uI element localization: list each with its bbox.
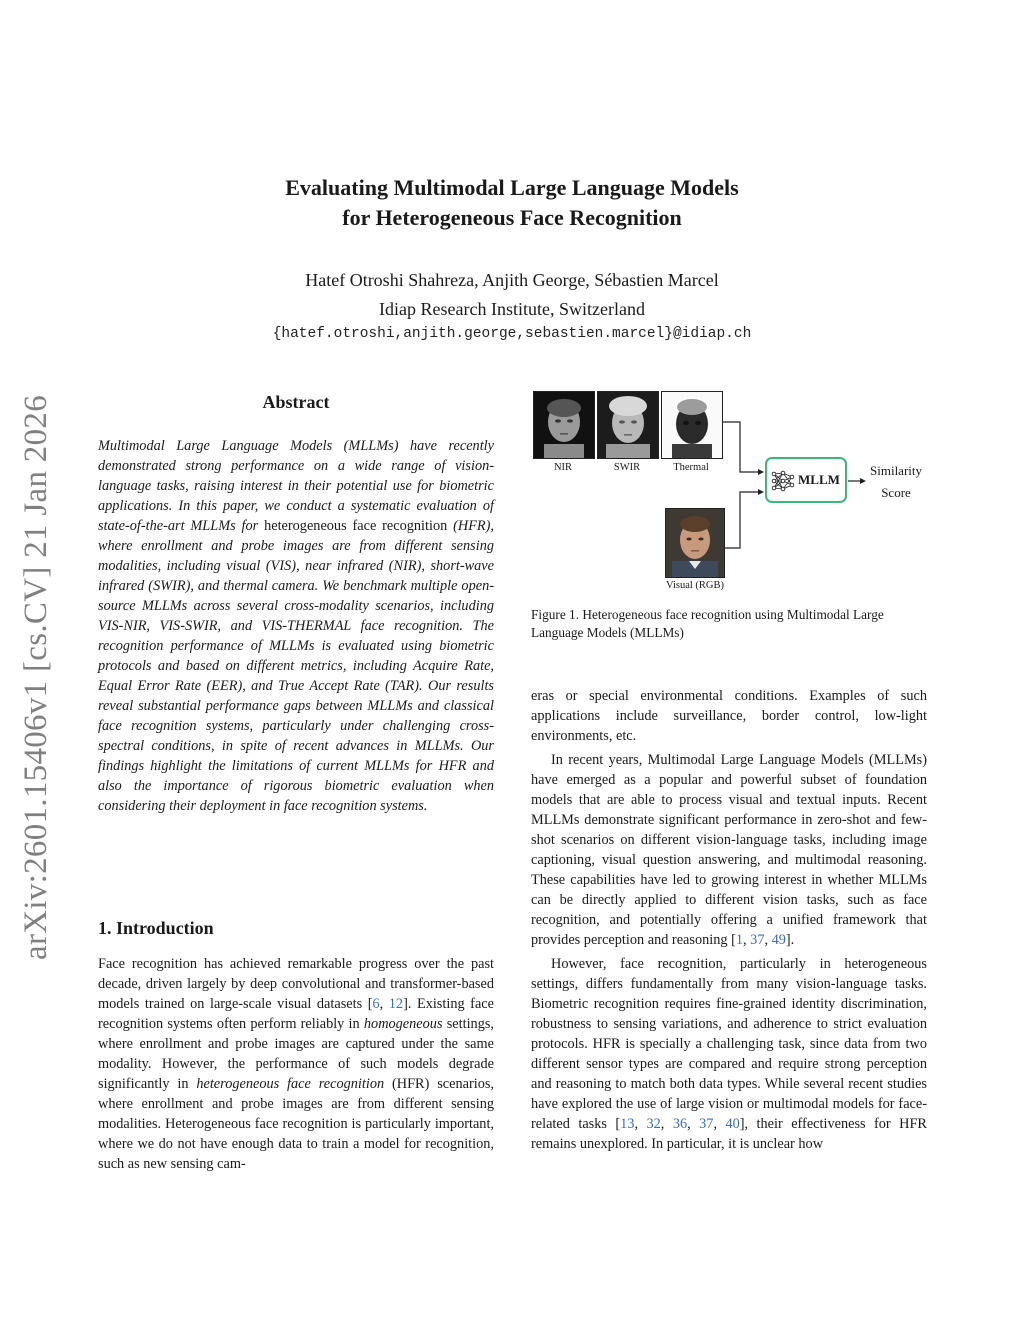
abstract-text [98,436,494,816]
citation-link[interactable]: 12 [388,996,404,1012]
citation-link[interactable]: 37 [699,1116,714,1132]
introduction-heading: 1. Introduction [98,918,214,938]
nir-label: NIR [553,462,573,473]
nir-face-image [533,391,595,459]
figure-caption: Figure 1. Heterogeneous face recognition using Multimodal Large Language Models (MLLMs) [531,607,884,640]
arxiv-stamp: arXiv:2601.15406v1 [cs.CV] 21 Jan 2026 [18,394,54,960]
right-text: In recent years, Multimodal Large Language Models (MLLMs) have emerged as a popular and powerful subset of foundation models that are able to process visual and textual inputs. Recent MLLMs demonstrate significant performance in zero-shot and few-shot scenarios on different vision-language tasks, including image captioning, visual question answering, and multimodal reasoning. These capabilities have led to growing interest in whether MLLMs can be directly applied to different vision tasks, such as face recognition, and potentially offering a unified framework that provides perception and reasoning [ [531,752,927,948]
right-sep: , [687,1116,700,1132]
arrow-to-mllm-bottom [758,489,764,495]
right-sep: , [634,1116,647,1132]
right-text: ]. [785,932,795,948]
mllm-label: MLLM [798,472,840,487]
intro-sep: , [379,996,389,1012]
swir-face-image [597,391,659,459]
abstract-part-b: heterogeneous face recognition [264,518,448,534]
citation-link[interactable]: 1 [735,932,744,948]
right-paragraph-1 [531,750,927,950]
citation-link[interactable]: 37 [750,932,765,948]
citation-link[interactable]: 36 [672,1116,688,1132]
visual-rgb-label: Visual (RGB) [666,580,724,591]
citation-link[interactable]: 32 [646,1116,661,1132]
thermal-label: Thermal [673,462,709,473]
citation-link[interactable]: 13 [620,1116,635,1132]
intro-text: Face recognition has achieved remarkable progress over the past decade, driven largely by deep convolutional and transformer-based models trained on large-scale visual datasets [ [98,956,494,1012]
right-sep: , [764,932,772,948]
right-text: However, face recognition, particularly in heterogeneous settings, differs fundamentally from many vision-language tasks. Biometric recognition requires fine-grained identity discrimination, robustness to sensing variations, and adherence to strict evaluation protocols. HFR is specially a challenging task, since data from two different sensor types are compared and require strong perception and reasoning to match both data types. While several recent studies have explored the use of large vision or multimodal models for face-related tasks [ [531,956,927,1132]
abstract-heading: Abstract [262,392,330,412]
intro-text: settings, where enrollment and probe images are captured under the same modality. However, the performance of such models degrade significantly in [98,1016,494,1092]
introduction-paragraph [98,954,494,1174]
intro-emphasis: heterogeneous face recognition [196,1076,385,1092]
citation-link[interactable]: 49 [771,932,786,948]
similarity-label: Similarity [870,463,922,478]
right-paragraph-0: eras or special environmental conditions. Examples of such applications include surveillance, border control, low-light environments, etc. [531,688,927,744]
arrow-to-mllm-top [758,469,764,475]
abstract-part-a: Multimodal Large Language Models (MLLMs) have recently demonstrated strong performance on a wide range of vision-language tasks, raising interest in their potential use for biometric applications. In this paper, we conduct a systematic evaluation of state-of-the-art MLLMs for [98,438,494,534]
author-emails: {hatef.otroshi,anjith.george,sebastien.marcel}@idiap.ch [272,326,752,342]
intro-text: (HFR) scenarios, where enrollment and probe images are from different sensing modalities. Heterogeneous face recognition is particularly important, where we do not have enough data to train a model for recognition, such as new sensing cam- [98,1076,494,1172]
right-sep: , [660,1116,673,1132]
title-line-2: for Heterogeneous Face Recognition [342,205,682,230]
right-paragraph-2 [531,954,927,1154]
neural-network-icon [771,469,795,493]
swir-label: SWIR [613,462,641,473]
intro-emphasis: homogeneous [363,1016,443,1032]
right-text: ], their effectiveness for HFR remains unexplored. In particular, it is unclear how [531,1116,927,1152]
abstract-part-c: (HFR), where enrollment and probe images are from different sensing modalities, including visual (VIS), near infrared (NIR), short-wave infrared (SWIR), and thermal camera. We benchmark multiple open-source MLLMs across several cross-modality scenarios, including VIS-NIR, VIS-SWIR, and VIS-THERMAL face recognition. The recognition performance of MLLMs is evaluated using biometric protocols and based on different metrics, including Acquire Rate, Equal Error Rate (EER), and True Accept Rate (TAR). Our results reveal substantial performance gaps between MLLMs and classical face recognition systems, particularly under challenging cross-spectral conditions, in spite of recent advances in MLLMs. Our findings highlight the limitations of current MLLMs for HFR and also the importance of rigorous biometric evaluation when considering their deployment in face recognition systems. [98,518,494,814]
intro-text: ]. Existing face recognition systems often perform reliably in [98,996,494,1032]
affiliation: Idiap Research Institute, Switzerland [379,299,645,319]
paper-title [160,173,864,233]
right-sep: , [743,932,751,948]
right-sep: , [713,1116,726,1132]
right-column-text [531,686,927,1158]
citation-link[interactable]: 40 [725,1116,740,1132]
citation-link[interactable]: 6 [372,996,380,1012]
authors: Hatef Otroshi Shahreza, Anjith George, Sébastien Marcel [305,270,719,290]
title-line-1: Evaluating Multimodal Large Language Models [285,175,739,200]
score-label: Score [881,485,911,500]
